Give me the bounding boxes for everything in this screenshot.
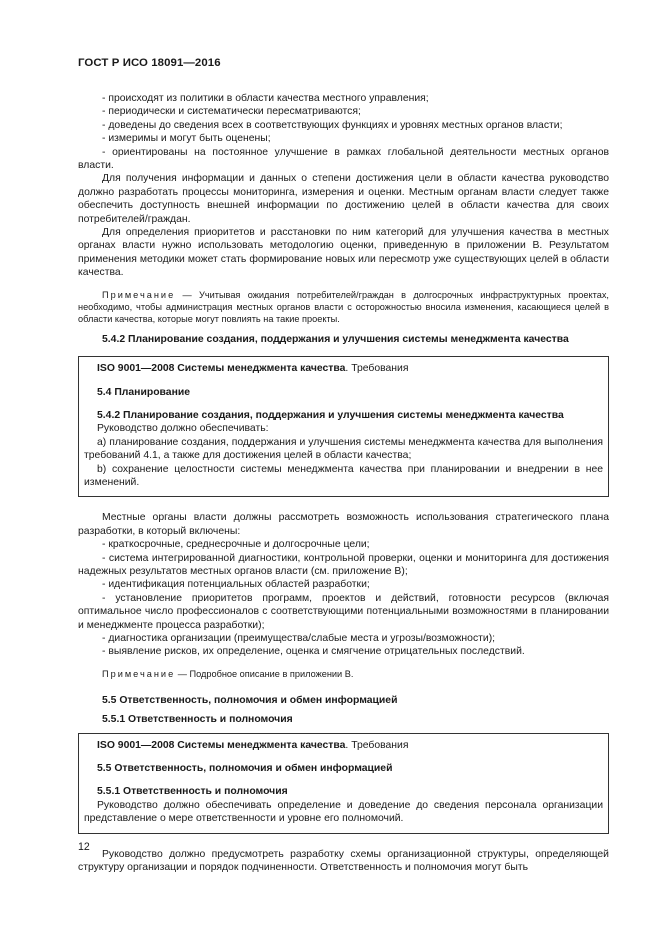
note xyxy=(78,289,609,325)
box-subheading: 5.5 Ответственность, полномочия и обмен информацией xyxy=(97,763,393,775)
list-item: - краткосрочные, среднесрочные и долгосрочные цели; xyxy=(102,539,370,551)
list-item: - выявление рисков, их определение, оценка и смягчение отрицательных последствий. xyxy=(102,646,525,658)
box-title: ISO 9001—2008 Системы менеджмента качества. Требования xyxy=(97,739,409,751)
paragraph: Для определения приоритетов и расстановки по ним категорий для улучшения качества в местных органах власти нужно использовать методологию оценки, приведенную в приложении В. Результатом применения методики может стать формирование новых или пересмотр уже существующих целей в области качества. xyxy=(78,227,609,279)
list-item: - периодически и систематически пересматриваются; xyxy=(102,106,361,118)
list-item: - ориентированы на постоянное улучшение в рамках глобальной деятельности местных органов власти. xyxy=(78,146,609,172)
box-subheading: 5.5.1 Ответственность и полномочия xyxy=(97,786,288,798)
iso-quote-box xyxy=(78,356,609,497)
paragraph: Руководство должно предусмотреть разработку схемы организационной структуры, определяющей структуру организации и порядок подчиненности. Ответственность и полномочия могут быть xyxy=(78,848,609,874)
list-item: - доведены до сведения всех в соответствующих функциях и уровнях местных органов власти; xyxy=(102,119,563,131)
note-text: — Подробное описание в приложении В. xyxy=(175,668,354,679)
list-item: - идентификация потенциальных областей разработки; xyxy=(102,579,370,591)
box-subheading: 5.4.2 Планирование создания, поддержания и улучшения системы менеджмента качества xyxy=(97,409,564,421)
section-heading-5-4-2: 5.4.2 Планирование создания, поддержания и улучшения системы менеджмента качества xyxy=(102,333,569,345)
note-label: Примечание xyxy=(102,289,176,300)
page-number: 12 xyxy=(78,841,90,853)
list-item: - диагностика организации (преимущества/слабые места и угрозы/возможности); xyxy=(102,633,496,644)
note xyxy=(78,668,609,680)
paragraph: Для получения информации и данных о степени достижения цели в области качества руководство должно разработать процессы мониторинга, измерения и оценки. Местным органам власти следует также обеспечить доступность внешней информации по достижению целей в области качества для своих потребителей/граждан. xyxy=(78,173,609,225)
note-label: Примечание xyxy=(102,668,176,679)
box-list-item: a) планирование создания, поддержания и улучшения системы менеджмента качества для выполнения требований 4.1, а также для достижения целей в области качества; xyxy=(84,436,603,462)
list-item: - установление приоритетов программ, проектов и действий, готовности ресурсов (включая оптимальное число профессионалов с соответствующими потенциальными возможностями в планировании и менеджменте процесса разработки); xyxy=(78,592,609,631)
box-subheading: 5.4 Планирование xyxy=(97,386,191,398)
section-heading-5-5-1: 5.5.1 Ответственность и полномочия xyxy=(102,714,293,726)
list-item: - система интегрированной диагностики, контрольной проверки, оценки и мониторинга для достижения надежных результатов местных органов власти (см. приложение В); xyxy=(78,552,609,577)
box-text: Руководство должно обеспечивать определение и доведение до сведения персонала организации представление о мере ответственности и уровне его полномочий. xyxy=(84,799,603,825)
iso-quote-box xyxy=(78,733,609,834)
box-title: ISO 9001—2008 Системы менеджмента качества. Требования xyxy=(97,363,409,375)
document-header: ГОСТ Р ИСО 18091—2016 xyxy=(78,57,221,69)
list-item: - измеримы и могут быть оценены; xyxy=(102,133,271,145)
section-heading-5-5: 5.5 Ответственность, полномочия и обмен информацией xyxy=(102,694,398,706)
box-text: Руководство должно обеспечивать: xyxy=(97,423,269,435)
box-list-item: b) сохранение целостности системы менеджмента качества при планировании и внедрении в нее изменений. xyxy=(84,463,603,488)
note-text: — Учитывая ожидания потребителей/граждан в долгосрочных инфраструктурных проектах, необходимо, чтобы администрация местных органов власти с осторожностью вносила изменения, касающиеся целей в области качества, которые могут повлиять на такие проекты. xyxy=(78,289,609,324)
paragraph: Местные органы власти должны рассмотреть возможность использования стратегического плана разработки, в который включены: xyxy=(78,512,609,537)
list-item: - происходят из политики в области качества местного управления; xyxy=(102,93,429,104)
page-content xyxy=(78,92,609,874)
